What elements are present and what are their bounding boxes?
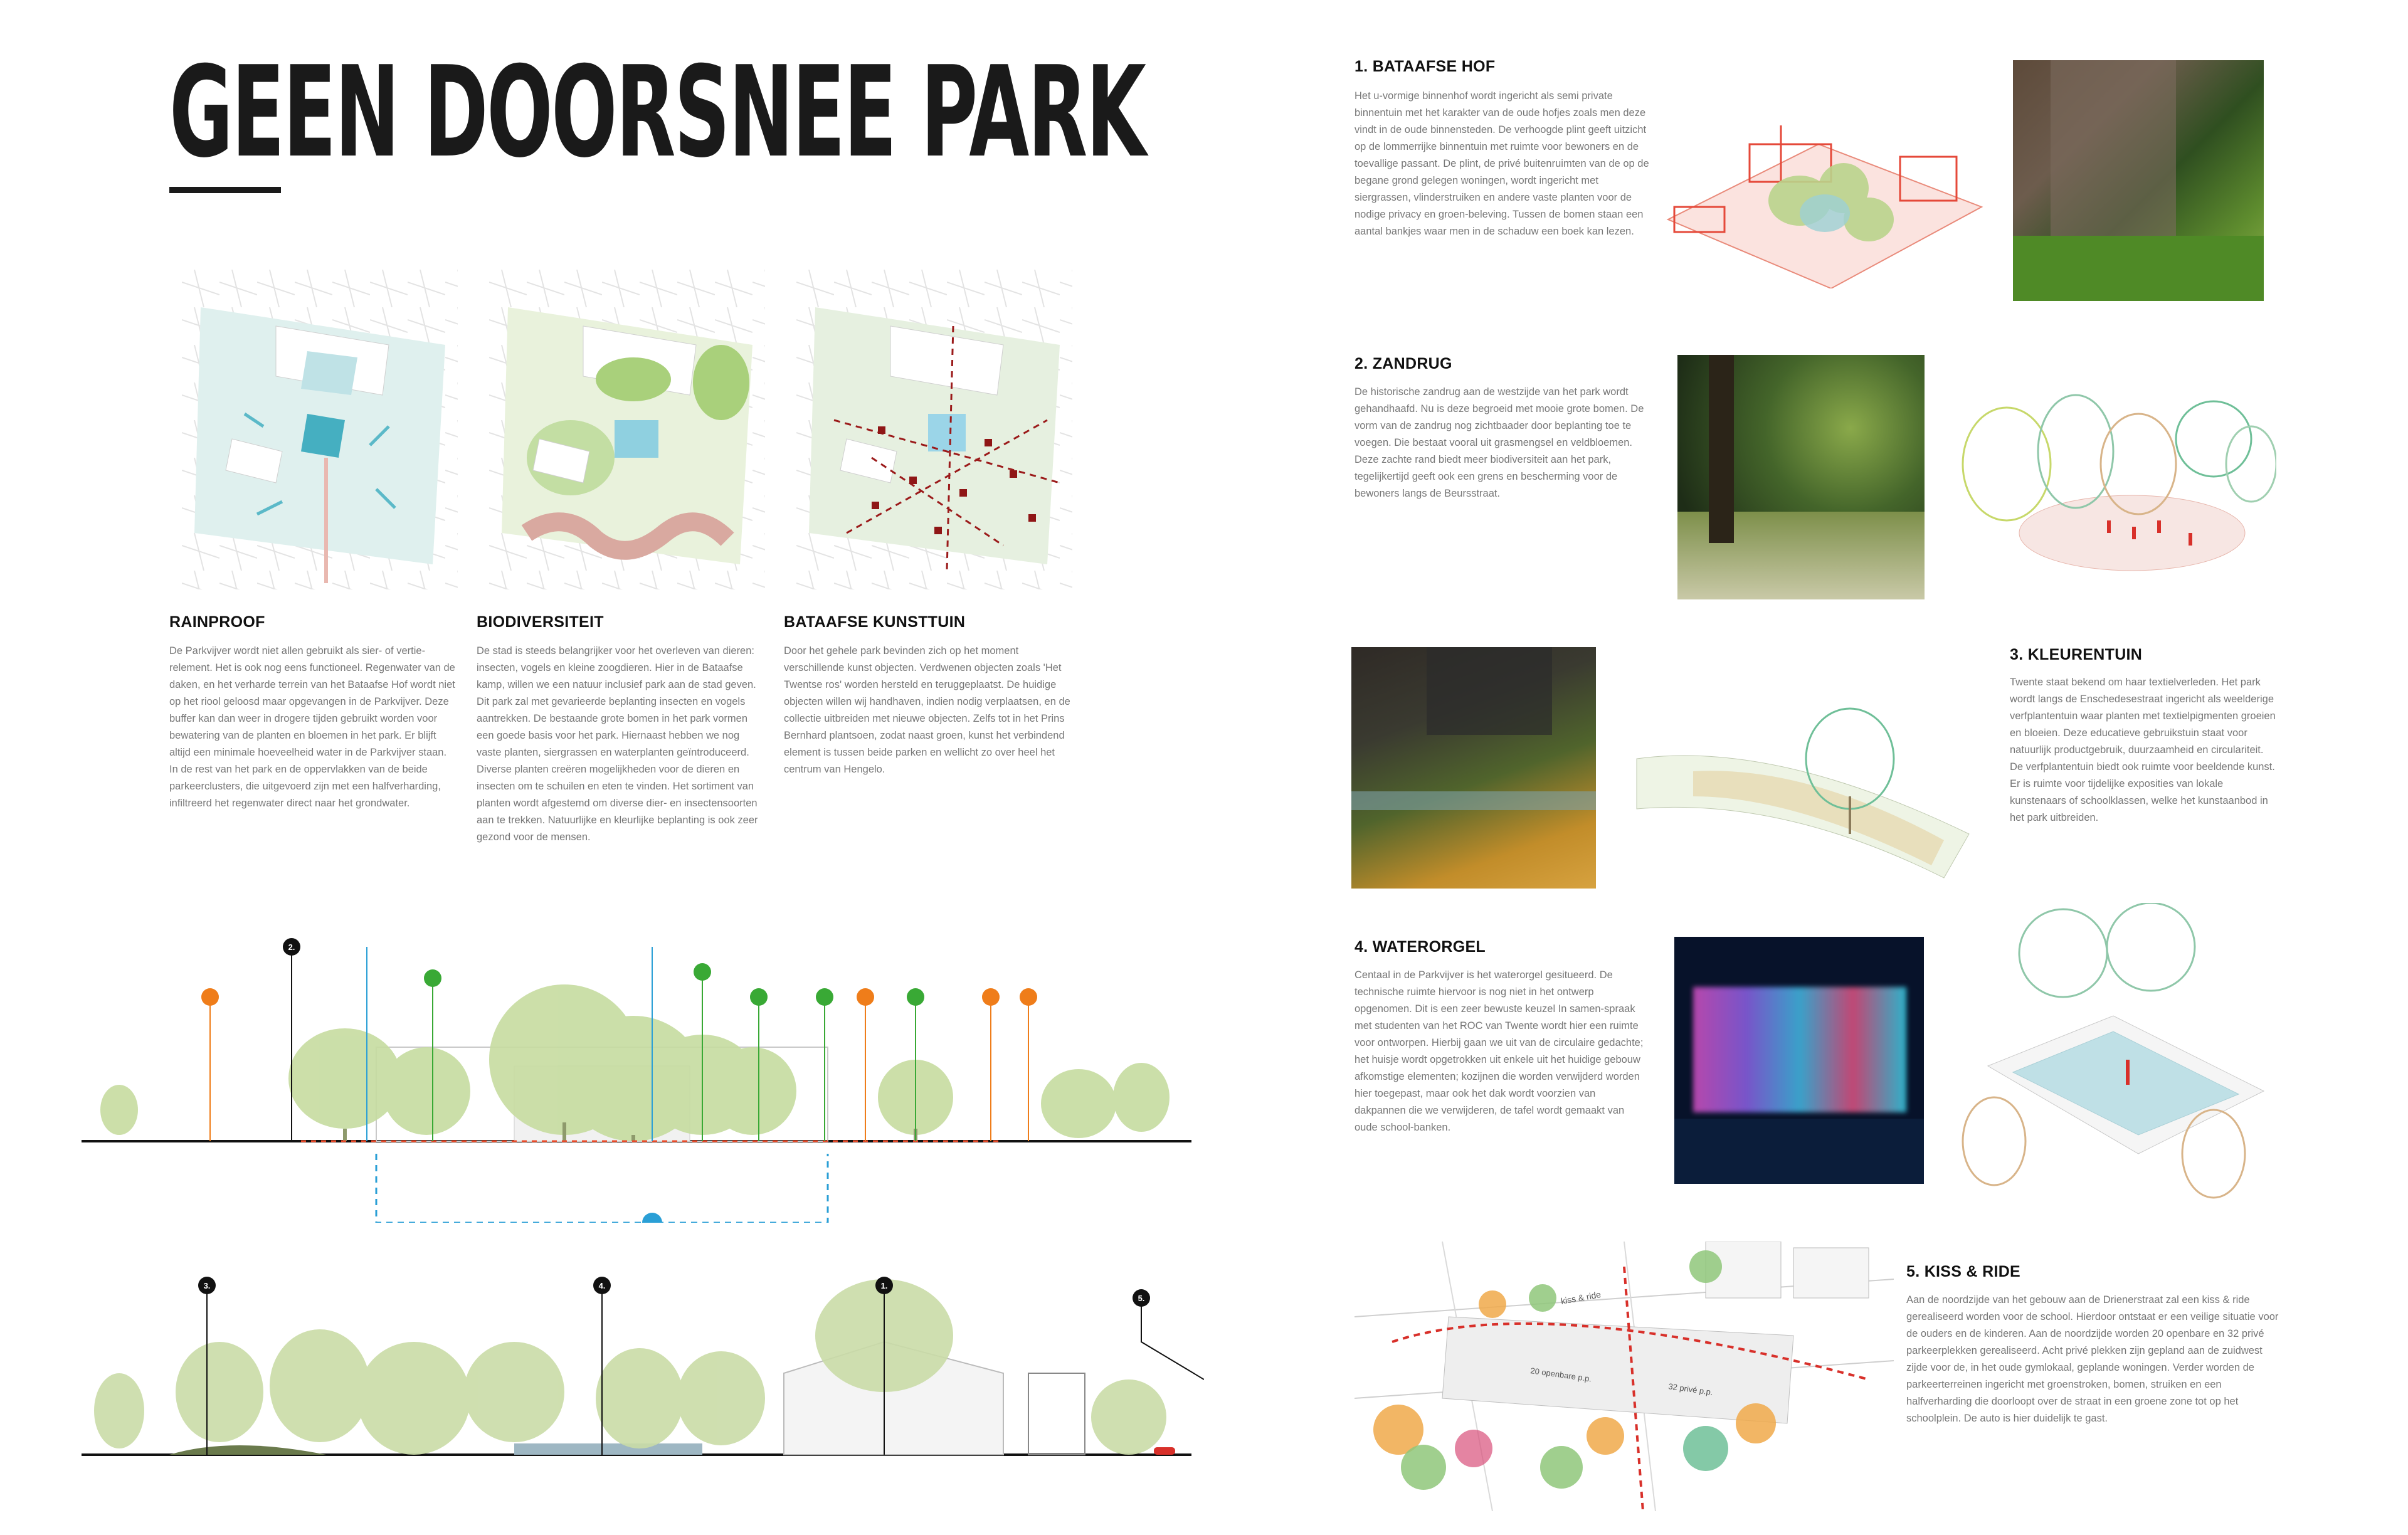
biodiversity-text: De stad is steeds belangrijker voor het overleven van dieren: insecten, vogels en kleine zoogdieren. Hier in de Bataafse kamp, willen we een natuur inclusief park aan de stad geven. Dit park zal met gevarieerde beplanting insecten en vogels aantrekken. De bestaande grote bomen in het park vormen een goede basis voor het park. Hiernaast hebben we nog vaste planten, siergrassen en waterplanten geïntroduceerd. Diverse planten creëren mogelijkheden voor de dieren en insecten om te schuilen en eten te vinden. Het sortiment van planten wordt afgestemd om diverse dier- en insectensoorten aan te trekken. Natuurlijke en kleurlijke beplanting is ook zeer gezond voor de mensen. <box>477 645 758 843</box>
bataafse-hof-heading: 1. BATAAFSE HOF <box>1354 58 1496 75</box>
waterorgel-heading: 4. WATERORGEL <box>1354 938 1486 956</box>
zandrug-text: De historische zandrug aan de westzijde van het park wordt gehandhaafd. Nu is deze begroeid met mooie grote bomen. De vorm van de zandrug nog zichtbaader door beplanting toe te voegen. Die bestaat vooral uit grasmengsel en veldbloemen. Deze zachte rand biedt meer biodiversiteit aan het park, tegelijkertijd geeft ook een grens en bescherming voor de bewoners langs de Beursstraat. <box>1354 386 1644 499</box>
zandrug-axonometric <box>1950 376 2276 615</box>
park-section-top <box>75 934 1204 1223</box>
park-section-bottom <box>75 1267 1204 1474</box>
biodiversity-plan <box>489 270 765 589</box>
rainproof-heading: RAINPROOF <box>169 613 265 631</box>
plan-diagrams <box>169 270 1079 596</box>
biodiversity-heading: BIODIVERSITEIT <box>477 613 604 631</box>
bataafse-hof-axonometric <box>1656 107 1994 288</box>
kiss-ride-map <box>1354 1242 1894 1511</box>
zandrug-heading: 2. ZANDRUG <box>1354 355 1452 372</box>
prive-label: 32 privé p.p. <box>1667 1381 1714 1397</box>
section-bottom-marker-1: 1. <box>880 1281 888 1290</box>
section-bottom-marker-4: 4. <box>598 1281 606 1290</box>
title-underline <box>169 187 281 193</box>
section-bottom-marker-3: 3. <box>203 1281 211 1290</box>
kleurentuin-heading: 3. KLEURENTUIN <box>2010 646 2143 663</box>
kleurentuin-text: Twente staat bekend om haar textielverleden. Het park wordt langs de Enschedesestraat ingericht als weelderige verfplantentuin waar planten met textielpigmenten groeien en bloeien. Deze educatieve gebruikstuin staat voor natuurlijk productgebruik, duurzaamheid en circulariteit. De verfplantentuin biedt ook ruimte voor beeldende kunst. Er is ruimte voor tijdelijke exposities van lokale kunstenaars of schoolklassen, welke het kunstaanbod in het park uitbreiden. <box>2010 677 2276 823</box>
zandrug-photo <box>1677 355 1925 599</box>
bataafse-hof-photo <box>2013 60 2264 301</box>
art-garden-heading: BATAAFSE KUNSTTUIN <box>784 613 966 631</box>
openbare-label: 20 openbare p.p. <box>1529 1366 1593 1384</box>
page-title: GEEN DOORSNEE PARK <box>169 40 1145 186</box>
art-garden-text: Door het gehele park bevinden zich op het moment verschillende kunst objecten. Verdwenen objecten zoals 'Het Twentse ros' worden hersteld en teruggeplaatst. De huidige objecten willen wij handhaven, indien nodig verplaatsen, en de collectie uitbreiden met nieuwe objecten. Zelfs tot in het Prins Bernhard plantsoen, zodat naast groen, kunst het verbindend element is tussen beide parken en wellicht zo over heel het centrum van Hengelo. <box>784 645 1070 775</box>
rainproof-text: De Parkvijver wordt niet allen gebruikt als sier- of vertie-relement. Het is ook nog eens functioneel. Regenwater van de daken, en het verharde terrein van het Bataafse Hof wordt niet op het riool geloosd maar opgevangen in de Parkvijver. Deze buffer kan dan weer in drogere tijden gebruikt worden voor bewatering van de planten en bloemen in het park. Er blijft altijd een minimale hoeveelheid water in de Parkvijver staan. In de rest van het park en de oppervlakken van de beide parkeerclusters, die uitgevoerd zijn met een halfverharding, infiltreerd het regenwater direct naar het grondwater. <box>169 645 455 809</box>
kleurentuin-axonometric <box>1618 671 1994 890</box>
kiss-ride-label: kiss & ride <box>1560 1289 1602 1306</box>
art-garden-plan <box>796 270 1072 589</box>
section-bottom-marker-5: 5. <box>1138 1294 1145 1303</box>
rainproof-plan <box>182 270 458 589</box>
section-top-marker-2: 2. <box>288 942 295 952</box>
waterorgel-axonometric <box>1950 903 2276 1216</box>
kiss-ride-text: Aan de noordzijde van het gebouw aan de Drienerstraat zal een kiss & ride gerealiseerd worden voor de school. Hierdoor ontstaat er een veilige situatie voor de ouders en de kinderen. Aan de noordzijde worden 20 openbare en 32 privé parkeerplekken gerealiseerd. Acht privé plekken zijn gepland aan de zuidwest zijde voor de, in het oude gymlokaal, geplande woningen. Verder worden de parkeerterreinen ingericht met groenstroken, bomen, struiken en een halfverharding die doorloopt over de straat in een groene zone tot op het schoolplein. De auto is hier duidelijk te gast. <box>1906 1294 2279 1424</box>
waterorgel-photo <box>1674 937 1924 1184</box>
bataafse-hof-text: Het u-vormige binnenhof wordt ingericht als semi private binnentuin met het karakter van de oude hofjes zoals men deze vindt in de oude binnensteden. De verhoogde plint geeft uitzicht op de lommerrijke binnentuin met ruimte voor bewoners en de toevallige passant. De plint, de privé buitenruimten van de op de begane grond gelegen woningen, wordt ingericht met siergrassen, vlinderstruiken en andere vaste planten voor de nodige privacy en groen-beleving. Tussen de bomen staan een aantal bankjes waar men in de schaduw een boek kan lezen. <box>1354 90 1649 237</box>
kleurentuin-photo <box>1351 647 1596 889</box>
kiss-ride-heading: 5. KISS & RIDE <box>1906 1263 2021 1280</box>
waterorgel-text: Centaal in de Parkvijver is het waterorgel gesitueerd. De technische ruimte hiervoor is nog niet in het ontwerp opgenomen. Dit is een zeer bewuste keuzel In samen-spraak met studenten van het ROC van Twente wordt hier een ruimte voor ontworpen. Hierbij gaan we uit van de circulaire gedachte; het huisje wordt opgetrokken uit enkele uit het huidige gebouw afkomstige elementen; kozijnen die worden verwijderd worden hier toegepast, maar ook het dak wordt voorzien van dakpannen die we verwijderen, de tafel wordt gemaakt van oude school-banken. <box>1354 969 1644 1133</box>
